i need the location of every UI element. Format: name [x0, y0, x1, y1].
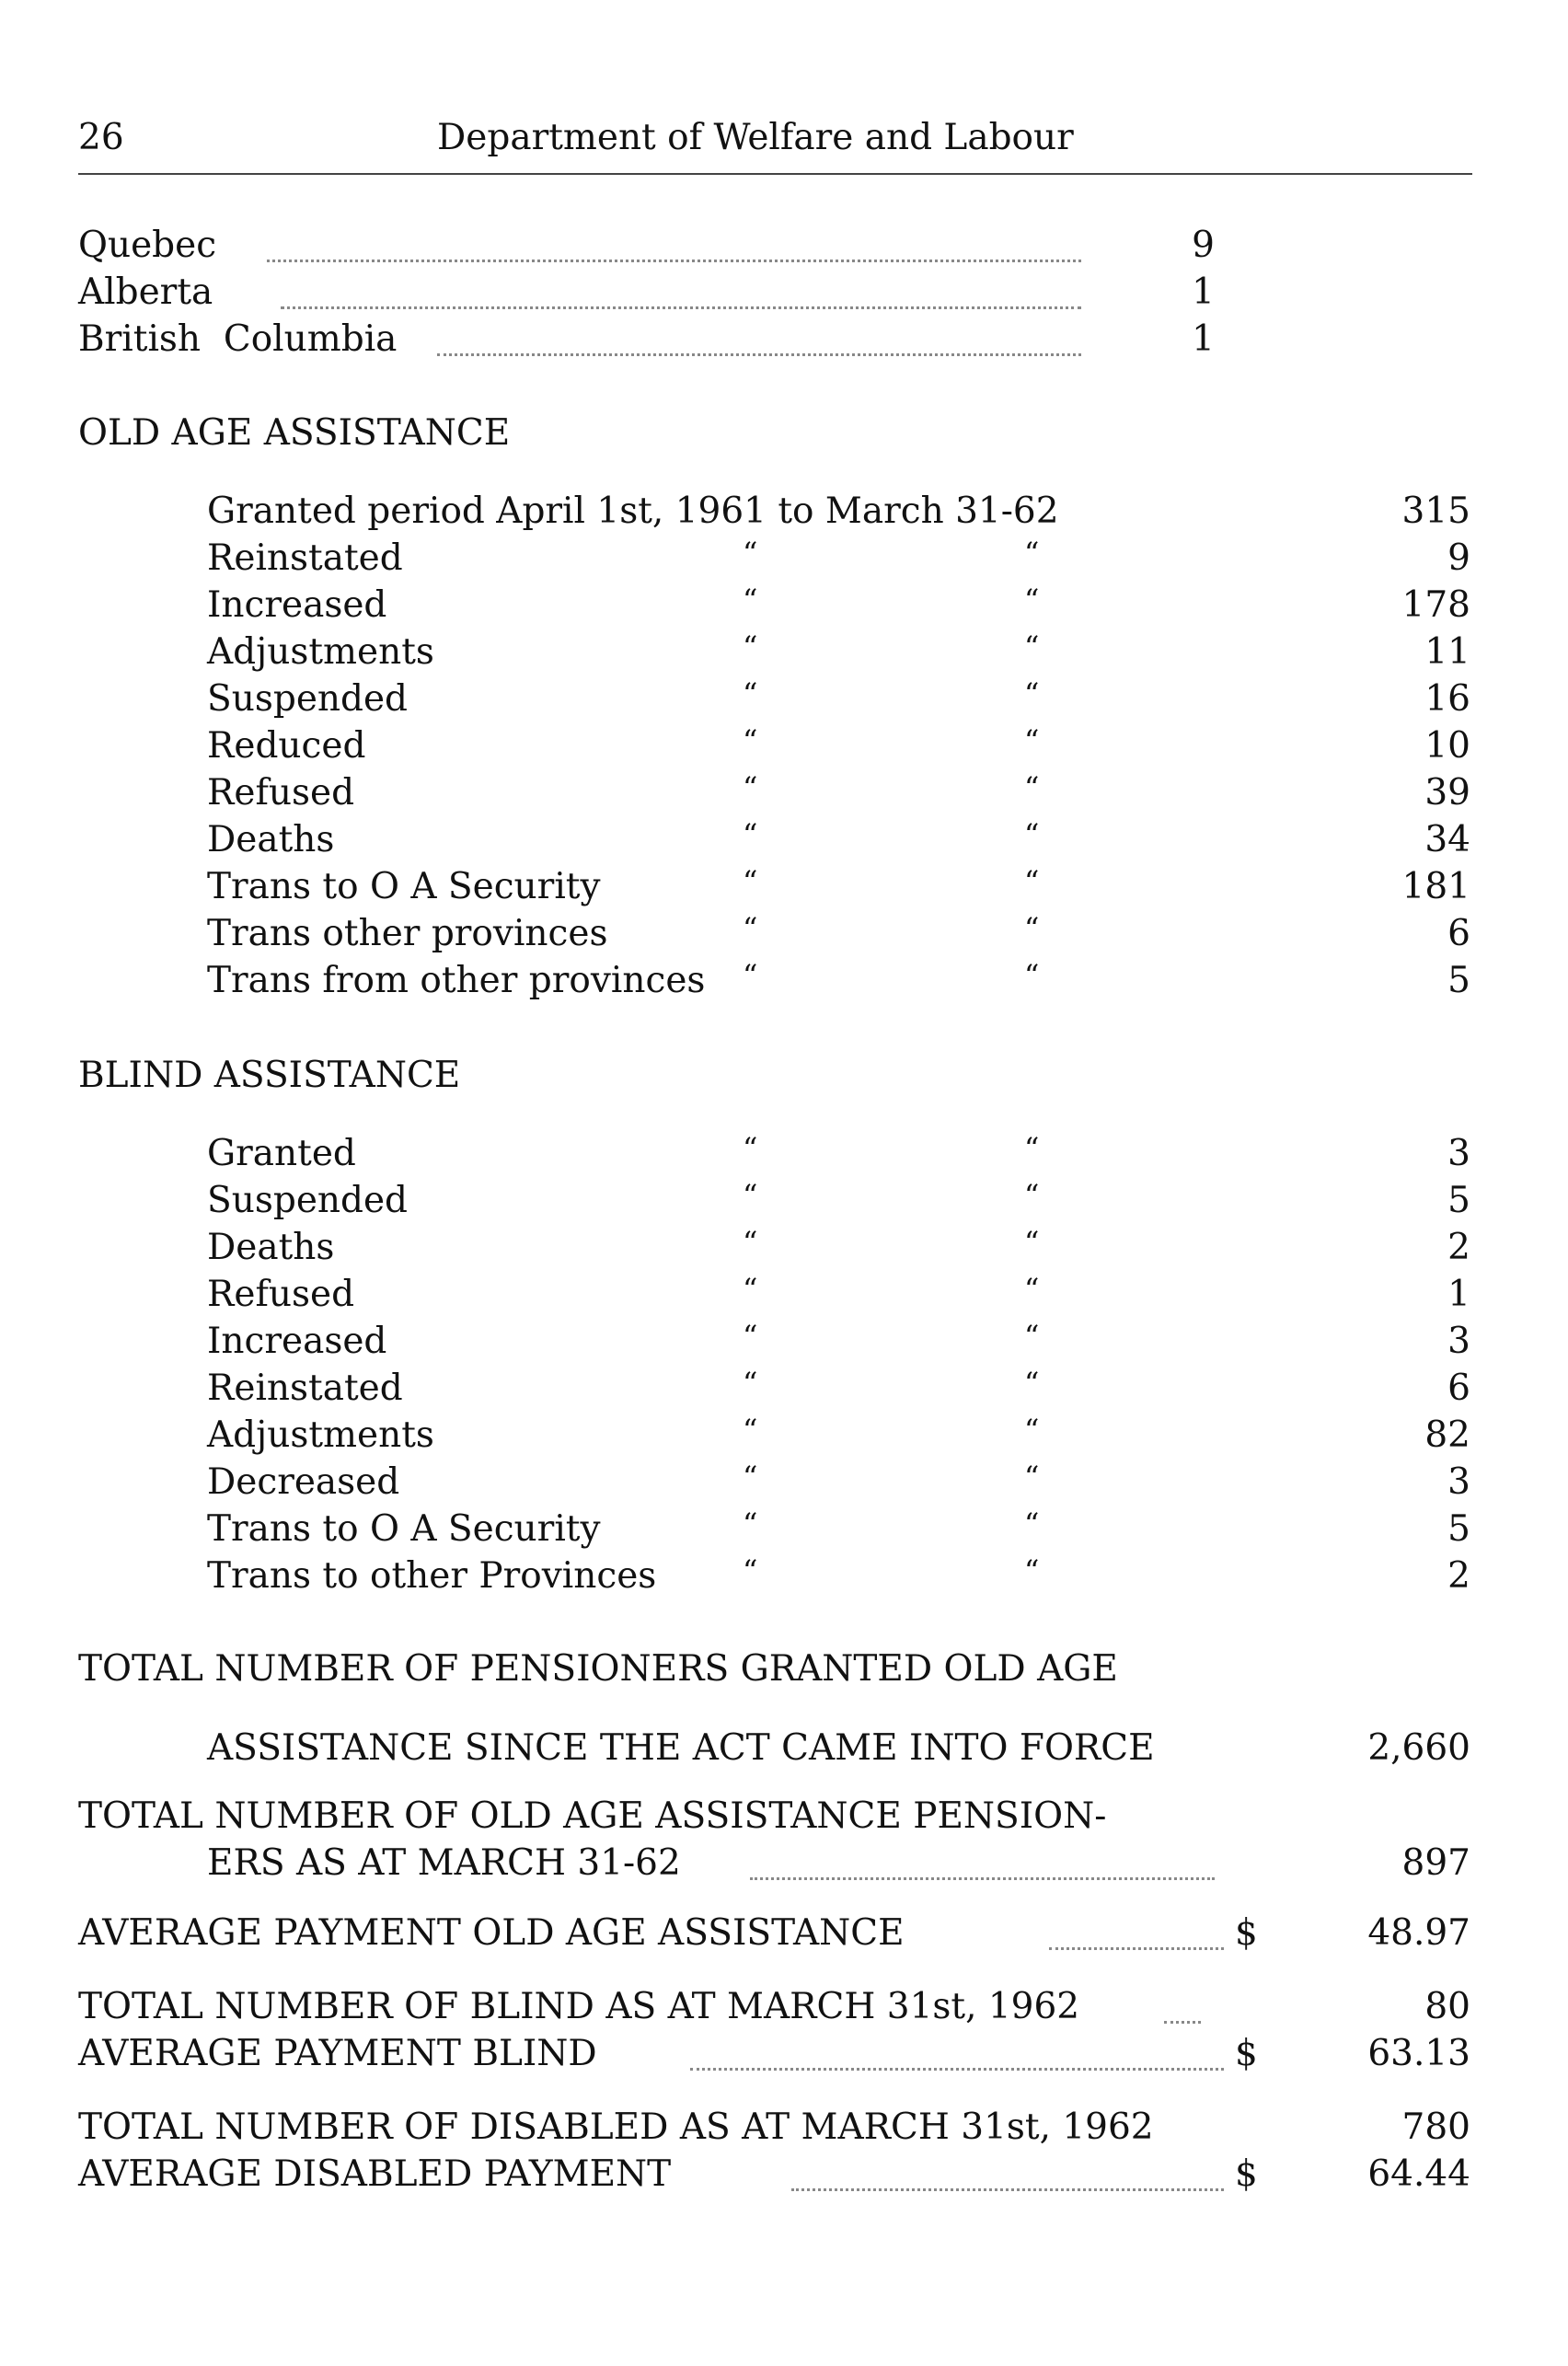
total-pensioners-value: 897 — [1401, 1842, 1470, 1884]
row-label: Trans to other Provinces — [207, 1555, 657, 1597]
ditto-mark: “ — [1024, 1413, 1040, 1448]
ditto-mark: “ — [1024, 1460, 1040, 1495]
row-value: 181 — [1401, 866, 1470, 907]
row-value: 9 — [1447, 537, 1470, 579]
row-label: Adjustments — [207, 631, 434, 673]
row-label: Deaths — [207, 819, 335, 860]
ditto-mark: “ — [743, 1366, 758, 1401]
ditto-mark: “ — [743, 583, 758, 617]
total-pensioners-line2: ERS AS AT MARCH 31-62 — [207, 1842, 681, 1884]
province-value: 9 — [1192, 225, 1215, 266]
leader-dots — [791, 2188, 1224, 2191]
row-label: Trans to O A Security — [207, 1508, 601, 1550]
ditto-mark: “ — [743, 1272, 758, 1307]
row-label: Trans from other provinces — [207, 960, 706, 1001]
avg-oaa-label: AVERAGE PAYMENT OLD AGE ASSISTANCE — [78, 1912, 905, 1954]
row-value: 16 — [1424, 678, 1470, 720]
leader-dots — [267, 260, 1081, 262]
province-label: Quebec — [78, 225, 217, 266]
row-value: 34 — [1424, 819, 1470, 860]
row-label: Deaths — [207, 1227, 335, 1268]
ditto-mark: “ — [1024, 958, 1040, 993]
ditto-mark: “ — [1024, 1131, 1040, 1166]
row-value: 6 — [1447, 913, 1470, 954]
row-value: 3 — [1447, 1321, 1470, 1362]
avg-blind-label: AVERAGE PAYMENT BLIND — [78, 2033, 597, 2074]
ditto-mark: “ — [1024, 1319, 1040, 1354]
row-value: 5 — [1447, 1180, 1470, 1221]
ditto-mark: “ — [743, 676, 758, 711]
ditto-mark: “ — [1024, 864, 1040, 899]
ditto-mark: “ — [743, 911, 758, 946]
row-value: 2 — [1447, 1555, 1470, 1597]
row-label: Suspended — [207, 678, 409, 720]
page-title: Department of Welfare and Labour — [437, 117, 1074, 158]
ditto-mark: “ — [1024, 911, 1040, 946]
leader-dots — [1164, 2021, 1201, 2024]
avg-blind-value: 63.13 — [1367, 2033, 1470, 2074]
ditto-mark: “ — [1024, 1225, 1040, 1260]
header-rule — [78, 173, 1472, 175]
row-value: 178 — [1401, 584, 1470, 626]
row-value: 2 — [1447, 1227, 1470, 1268]
province-value: 1 — [1192, 271, 1215, 313]
leader-dots — [690, 2068, 1224, 2071]
row-label: Decreased — [207, 1461, 400, 1503]
row-label: Reduced — [207, 725, 366, 767]
ditto-mark: “ — [743, 536, 758, 571]
ditto-mark: “ — [1024, 817, 1040, 852]
total-disabled-label: TOTAL NUMBER OF DISABLED AS AT MARCH 31st, 1962 — [78, 2106, 1154, 2148]
ditto-mark: “ — [743, 1225, 758, 1260]
province-label: British Columbia — [78, 318, 398, 360]
section-heading-old-age: OLD AGE ASSISTANCE — [78, 412, 511, 454]
avg-oaa-currency: $ — [1235, 1912, 1258, 1954]
row-label: Suspended — [207, 1180, 409, 1221]
ditto-mark: “ — [743, 1506, 758, 1541]
leader-dots — [750, 1877, 1215, 1880]
avg-blind-currency: $ — [1235, 2033, 1258, 2074]
ditto-mark: “ — [743, 1319, 758, 1354]
total-blind-label: TOTAL NUMBER OF BLIND AS AT MARCH 31st, 1962 — [78, 1986, 1080, 2027]
row-label: Refused — [207, 772, 355, 814]
total-disabled-value: 780 — [1401, 2106, 1470, 2148]
leader-dots — [437, 353, 1081, 356]
row-value: 5 — [1447, 1508, 1470, 1550]
row-value: 5 — [1447, 960, 1470, 1001]
row-label: Reinstated — [207, 537, 403, 579]
ditto-mark: “ — [743, 770, 758, 805]
row-label: Trans other provinces — [207, 913, 608, 954]
ditto-mark: “ — [1024, 723, 1040, 758]
row-label: Granted — [207, 1133, 356, 1174]
avg-disabled-currency: $ — [1235, 2153, 1258, 2195]
row-value: 315 — [1401, 491, 1470, 532]
ditto-mark: “ — [743, 1131, 758, 1166]
row-value: 82 — [1424, 1414, 1470, 1456]
ditto-mark: “ — [1024, 676, 1040, 711]
row-value: 39 — [1424, 772, 1470, 814]
ditto-mark: “ — [743, 629, 758, 664]
row-value: 11 — [1424, 631, 1470, 673]
ditto-mark: “ — [743, 1178, 758, 1213]
ditto-mark: “ — [1024, 536, 1040, 571]
total-granted-value: 2,660 — [1367, 1727, 1470, 1769]
row-value: 3 — [1447, 1133, 1470, 1174]
row-value: 3 — [1447, 1461, 1470, 1503]
ditto-mark: “ — [743, 958, 758, 993]
row-value: 6 — [1447, 1368, 1470, 1409]
ditto-mark: “ — [743, 817, 758, 852]
ditto-mark: “ — [1024, 1272, 1040, 1307]
page-number: 26 — [78, 117, 124, 158]
ditto-mark: “ — [743, 723, 758, 758]
province-label: Alberta — [78, 271, 213, 313]
ditto-mark: “ — [1024, 629, 1040, 664]
ditto-mark: “ — [1024, 1178, 1040, 1213]
row-label: Granted period April 1st, 1961 to March 31-62 — [207, 491, 1059, 532]
avg-disabled-label: AVERAGE DISABLED PAYMENT — [78, 2153, 672, 2195]
avg-oaa-value: 48.97 — [1367, 1912, 1470, 1954]
leader-dots — [281, 306, 1081, 309]
total-blind-value: 80 — [1424, 1986, 1470, 2027]
ditto-mark: “ — [1024, 583, 1040, 617]
ditto-mark: “ — [1024, 1506, 1040, 1541]
row-label: Refused — [207, 1274, 355, 1315]
total-pensioners-line1: TOTAL NUMBER OF OLD AGE ASSISTANCE PENSION- — [78, 1795, 1107, 1837]
row-value: 1 — [1447, 1274, 1470, 1315]
row-label: Trans to O A Security — [207, 866, 601, 907]
ditto-mark: “ — [1024, 1553, 1040, 1588]
ditto-mark: “ — [1024, 770, 1040, 805]
ditto-mark: “ — [743, 864, 758, 899]
row-label: Reinstated — [207, 1368, 403, 1409]
ditto-mark: “ — [1024, 1366, 1040, 1401]
row-label: Increased — [207, 584, 387, 626]
ditto-mark: “ — [743, 1553, 758, 1588]
total-granted-line2: ASSISTANCE SINCE THE ACT CAME INTO FORCE — [207, 1727, 1155, 1769]
row-label: Increased — [207, 1321, 387, 1362]
section-heading-blind: BLIND ASSISTANCE — [78, 1055, 461, 1096]
province-value: 1 — [1192, 318, 1215, 360]
leader-dots — [1049, 1947, 1224, 1950]
row-label: Adjustments — [207, 1414, 434, 1456]
ditto-mark: “ — [743, 1413, 758, 1448]
ditto-mark: “ — [743, 1460, 758, 1495]
row-value: 10 — [1424, 725, 1470, 767]
avg-disabled-value: 64.44 — [1367, 2153, 1470, 2195]
total-granted-line1: TOTAL NUMBER OF PENSIONERS GRANTED OLD AGE — [78, 1648, 1118, 1690]
